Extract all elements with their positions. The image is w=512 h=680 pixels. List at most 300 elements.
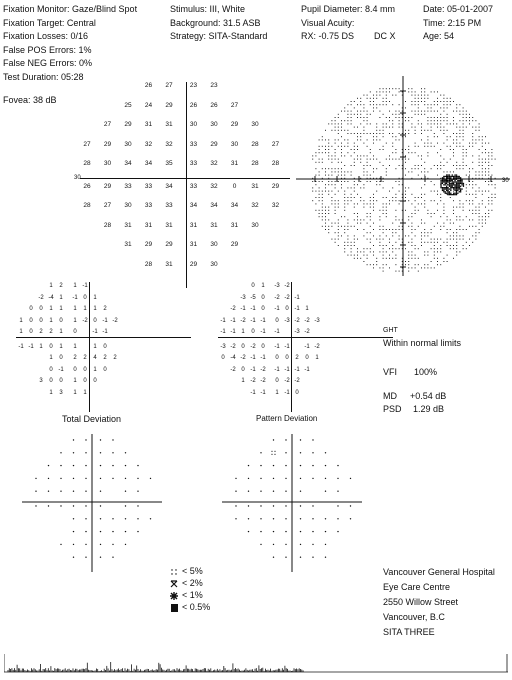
grey-dot — [341, 152, 342, 153]
prob-dot — [137, 478, 138, 479]
grey-dot — [312, 159, 313, 160]
grey-dot — [363, 104, 364, 105]
grid-value: 29 — [230, 121, 239, 128]
grey-dot — [440, 239, 441, 240]
grey-dot — [363, 107, 364, 108]
grey-dot — [373, 159, 374, 160]
grey-dot — [322, 136, 323, 137]
prob-dot — [85, 505, 86, 506]
grey-dot — [437, 127, 438, 128]
grey-dot — [325, 152, 326, 153]
grey-dot — [354, 255, 355, 256]
grey-dot — [491, 200, 492, 201]
grey-dot — [379, 117, 380, 118]
grey-dot — [344, 232, 345, 233]
grey-dot — [399, 114, 400, 115]
grey-dot — [418, 175, 419, 176]
blind-spot-dot — [461, 183, 462, 184]
grey-dot — [354, 239, 355, 240]
blind-spot-dot — [456, 187, 457, 188]
grid-value: 0 — [221, 355, 225, 361]
grey-dot — [415, 267, 416, 268]
blind-spot-dot — [456, 181, 457, 182]
header-col2 — [170, 3, 267, 44]
grey-dot — [341, 235, 342, 236]
grey-dot — [405, 168, 406, 169]
greyscale-dots — [312, 88, 495, 271]
grid-value: -1 — [294, 366, 300, 373]
grey-dot — [351, 175, 352, 176]
grey-dot — [485, 171, 486, 172]
grey-dot — [427, 267, 428, 268]
grey-dot — [360, 101, 361, 102]
prob-dot — [73, 544, 74, 545]
prob-dot — [350, 505, 351, 506]
grey-dot — [367, 117, 368, 118]
grey-dot — [440, 248, 441, 249]
prob-dot — [85, 452, 86, 453]
prob-dot — [325, 452, 326, 453]
grey-dot — [351, 123, 352, 124]
grey-dot — [437, 143, 438, 144]
grey-dot — [437, 248, 438, 249]
grid-value: 0 — [261, 306, 265, 312]
grey-dot — [479, 175, 480, 176]
grey-dot — [347, 114, 348, 115]
blind-spot-dot — [457, 190, 458, 191]
grey-dot — [373, 136, 374, 137]
grey-dot — [319, 152, 320, 153]
grid-value: 23 — [189, 82, 198, 89]
grey-dot — [456, 229, 457, 230]
grey-dot — [450, 101, 451, 102]
grey-dot — [363, 171, 364, 172]
grid-value: 33 — [189, 182, 198, 190]
grey-dot — [395, 88, 396, 89]
grey-dot — [424, 91, 425, 92]
grey-dot — [335, 139, 336, 140]
grey-dot — [335, 181, 336, 182]
blind-spot-dot — [450, 193, 451, 194]
grey-dot — [431, 213, 432, 214]
grey-dot — [440, 101, 441, 102]
grey-dot — [427, 171, 428, 172]
blind-spot-dot — [453, 177, 454, 178]
grey-dot — [408, 242, 409, 243]
grey-dot — [411, 111, 412, 112]
grey-dot — [399, 159, 400, 160]
blind-spot-dot — [457, 181, 458, 182]
grey-dot — [357, 219, 358, 220]
grey-dot — [440, 107, 441, 108]
blind-spot-dot — [442, 180, 443, 181]
blind-spot-dot — [445, 193, 446, 194]
grey-dot — [335, 155, 336, 156]
blind-spot-dot — [443, 179, 444, 180]
prob-dot — [312, 452, 313, 453]
grey-dot — [405, 248, 406, 249]
grid-value: 1 — [49, 355, 53, 361]
grey-dot — [456, 216, 457, 217]
blind-spot-dot — [452, 186, 453, 187]
grid-value: 1 — [73, 283, 77, 289]
grey-dot — [383, 130, 384, 131]
grey-dot — [415, 101, 416, 102]
grey-dot — [463, 111, 464, 112]
prob-dot — [100, 478, 101, 479]
grey-dot — [347, 229, 348, 230]
grey-dot — [335, 223, 336, 224]
prob-dot — [260, 505, 261, 506]
grey-dot — [383, 232, 384, 233]
blind-spot-dot — [443, 187, 444, 188]
grey-dot — [373, 104, 374, 105]
grid-value: -1 — [260, 355, 266, 361]
grid-value: 31 — [124, 241, 132, 248]
ght-value: Within normal limits — [383, 338, 462, 348]
grey-dot — [392, 245, 393, 246]
grey-dot — [411, 232, 412, 233]
grey-dot — [424, 267, 425, 268]
grey-dot — [472, 235, 473, 236]
grid-value: -1 — [304, 366, 310, 373]
grey-dot — [322, 203, 323, 204]
grey-dot — [491, 203, 492, 204]
grey-dot — [341, 184, 342, 185]
grey-dot — [405, 194, 406, 195]
prob-dot — [274, 451, 275, 452]
grey-dot — [443, 120, 444, 121]
grey-dot — [488, 200, 489, 201]
prob-dot — [112, 518, 113, 519]
grey-dot — [383, 267, 384, 268]
grey-dot — [488, 168, 489, 169]
grid-value: 0 — [39, 306, 43, 312]
grey-dot — [383, 101, 384, 102]
grid-value: 26 — [144, 82, 153, 89]
fovea: Fovea: 38 dB — [3, 95, 57, 105]
address-line-5: SITA THREE — [383, 627, 435, 637]
grey-dot — [325, 223, 326, 224]
grey-dot — [485, 162, 486, 163]
grey-dot — [399, 165, 400, 166]
grey-dot — [485, 159, 486, 160]
grey-dot — [431, 168, 432, 169]
grey-dot — [347, 187, 348, 188]
grey-dot — [354, 149, 355, 150]
grey-dot — [338, 127, 339, 128]
grey-dot — [453, 213, 454, 214]
grey-dot — [408, 117, 409, 118]
grey-dot — [392, 229, 393, 230]
total-deviation-title: Total Deviation — [62, 414, 122, 424]
grey-dot — [399, 104, 400, 105]
grey-dot — [376, 139, 377, 140]
grey-dot — [315, 152, 316, 153]
grey-dot — [440, 168, 441, 169]
grey-dot — [421, 123, 422, 124]
grey-dot — [456, 107, 457, 108]
grey-dot — [341, 127, 342, 128]
prob-dot — [248, 505, 249, 506]
grey-dot — [443, 171, 444, 172]
grey-dot — [427, 143, 428, 144]
grid-value: 31 — [165, 221, 173, 229]
blind-spot-dot — [447, 194, 448, 195]
grey-dot — [479, 159, 480, 160]
grey-dot — [456, 242, 457, 243]
grey-dot — [370, 98, 371, 99]
grey-dot — [325, 146, 326, 147]
grey-dot — [370, 219, 371, 220]
grey-dot — [399, 181, 400, 182]
grey-dot — [367, 223, 368, 224]
grey-dot — [437, 203, 438, 204]
grey-dot — [472, 127, 473, 128]
grey-dot — [485, 213, 486, 214]
grey-dot — [357, 127, 358, 128]
grid-value: 31 — [210, 221, 218, 229]
blind-spot-dot — [447, 190, 448, 191]
prob-dot — [300, 557, 301, 558]
legend-label-2: < 2% — [182, 578, 203, 588]
grey-dot — [463, 162, 464, 163]
threshold-grid — [74, 82, 300, 282]
grey-dot — [325, 213, 326, 214]
grey-dot — [472, 139, 473, 140]
grid-value: 33 — [144, 202, 153, 209]
grey-dot — [389, 200, 390, 201]
grey-dot — [373, 197, 374, 198]
grey-dot — [475, 239, 476, 240]
grid-value: 32 — [210, 182, 218, 190]
grey-dot — [383, 203, 384, 204]
blind-spot-dot — [450, 177, 451, 178]
grey-dot — [328, 232, 329, 233]
grey-dot — [360, 98, 361, 99]
prob-dot — [73, 505, 74, 506]
total-deviation-grid — [16, 282, 196, 412]
grey-dot — [360, 162, 361, 163]
blind-spot-dot — [440, 181, 441, 182]
grey-dot — [424, 207, 425, 208]
grey-dot — [395, 111, 396, 112]
grey-dot — [463, 155, 464, 156]
grid-value: 33 — [124, 182, 132, 190]
grey-dot — [322, 197, 323, 198]
prob-dot — [248, 518, 249, 519]
grid-value: 1 — [93, 306, 97, 312]
grey-dot — [373, 171, 374, 172]
grey-dot — [469, 143, 470, 144]
prob-dot — [60, 491, 61, 492]
grey-dot — [415, 130, 416, 131]
grid-value: 2 — [73, 355, 77, 361]
blind-spot-dot — [446, 181, 447, 182]
prob-dot — [273, 505, 274, 506]
blind-spot-dot — [453, 184, 454, 185]
grey-dot — [386, 88, 387, 89]
grey-dot — [418, 168, 419, 169]
blind-spot-dot — [450, 187, 451, 188]
grey-dot — [351, 165, 352, 166]
grey-dot — [475, 191, 476, 192]
grey-dot — [405, 101, 406, 102]
grey-dot — [447, 216, 448, 217]
blind-spot-dot — [452, 184, 453, 185]
grey-dot — [389, 267, 390, 268]
test-duration: Test Duration: 05:28 — [3, 71, 84, 82]
grey-dot — [427, 155, 428, 156]
blind-spot-dot — [456, 183, 457, 184]
grey-dot — [447, 98, 448, 99]
grey-dot — [488, 216, 489, 217]
grey-dot — [399, 235, 400, 236]
grey-dot — [466, 175, 467, 176]
prob-dot — [325, 491, 326, 492]
grid-value: -1 — [18, 343, 24, 350]
grey-dot — [411, 101, 412, 102]
grid-value: 28 — [251, 160, 259, 167]
grey-dot — [437, 264, 438, 265]
grey-dot — [357, 114, 358, 115]
grey-dot — [408, 187, 409, 188]
grey-dot — [427, 104, 428, 105]
blind-spot-dot — [442, 177, 443, 178]
grid-value: 33 — [189, 160, 198, 167]
grey-dot — [479, 203, 480, 204]
grey-dot — [319, 216, 320, 217]
grid-value: -3 — [314, 317, 320, 324]
grey-dot — [335, 200, 336, 201]
grey-dot — [469, 203, 470, 204]
grey-dot — [315, 168, 316, 169]
grey-dot — [491, 181, 492, 182]
grid-value: 2 — [103, 306, 107, 312]
grey-dot — [437, 120, 438, 121]
grey-dot — [347, 226, 348, 227]
blind-spot — [440, 174, 464, 195]
grey-dot — [341, 155, 342, 156]
grey-dot — [424, 251, 425, 252]
grey-dot — [408, 120, 409, 121]
grey-dot — [344, 191, 345, 192]
grey-dot — [360, 223, 361, 224]
grey-dot — [447, 162, 448, 163]
grey-dot — [383, 149, 384, 150]
grey-dot — [447, 107, 448, 108]
grey-dot — [373, 95, 374, 96]
grey-dot — [479, 210, 480, 211]
grey-dot — [383, 258, 384, 259]
grid-value: 33 — [144, 182, 153, 190]
grey-dot — [459, 203, 460, 204]
grey-dot — [456, 127, 457, 128]
grey-dot — [440, 155, 441, 156]
prob-dot — [137, 531, 138, 532]
grid-value: 0 — [29, 317, 33, 324]
grey-dot — [386, 197, 387, 198]
grey-dot — [357, 136, 358, 137]
prob-dot — [125, 518, 126, 519]
grey-dot — [408, 149, 409, 150]
blind-spot-dot — [454, 187, 455, 188]
grey-dot — [395, 181, 396, 182]
grey-dot — [379, 267, 380, 268]
grey-dot — [456, 239, 457, 240]
grid-value: 1 — [83, 306, 87, 312]
grey-dot — [363, 184, 364, 185]
grey-dot — [469, 226, 470, 227]
grid-value: 0 — [83, 378, 87, 384]
grey-dot — [328, 229, 329, 230]
grey-dot — [472, 117, 473, 118]
grey-dot — [319, 187, 320, 188]
grid-value: 0 — [83, 366, 87, 373]
grey-dot — [434, 255, 435, 256]
grey-dot — [351, 226, 352, 227]
grey-dot — [331, 171, 332, 172]
grid-value: 1 — [59, 306, 63, 312]
grey-dot — [379, 239, 380, 240]
blind-spot-dot — [457, 180, 458, 181]
grey-dot — [379, 226, 380, 227]
grey-dot — [431, 216, 432, 217]
legend-label-1: < 1% — [182, 590, 203, 600]
grey-dot — [418, 210, 419, 211]
grey-dot — [335, 232, 336, 233]
grid-value: 27 — [165, 82, 173, 89]
grey-dot — [373, 98, 374, 99]
grey-dot — [354, 114, 355, 115]
grey-dot — [312, 200, 313, 201]
grey-dot — [386, 159, 387, 160]
prob-dot — [350, 518, 351, 519]
grey-dot — [389, 239, 390, 240]
grey-dot — [485, 207, 486, 208]
grey-dot — [472, 146, 473, 147]
grey-dot — [488, 213, 489, 214]
grid-value: -2 — [284, 294, 290, 301]
grey-dot — [312, 155, 313, 156]
grey-dot — [367, 203, 368, 204]
grey-dot — [488, 171, 489, 172]
blind-spot-dot — [453, 179, 454, 180]
grey-dot — [328, 155, 329, 156]
blind-spot-dot — [452, 176, 453, 177]
blind-spot-dot — [447, 193, 448, 194]
grey-dot — [475, 130, 476, 131]
prob-dot — [300, 439, 301, 440]
blind-spot-dot — [452, 179, 453, 180]
blind-spot-dot — [450, 190, 451, 191]
blind-spot-dot — [461, 180, 462, 181]
grid-value: 2 — [103, 355, 107, 361]
grey-dot — [453, 207, 454, 208]
grey-dot — [383, 181, 384, 182]
grey-dot — [440, 197, 441, 198]
grey-dot — [447, 136, 448, 137]
blind-spot-dot — [454, 176, 455, 177]
blind-spot-dot — [454, 177, 455, 178]
grid-value: 1 — [59, 329, 63, 335]
grey-dot — [367, 216, 368, 217]
grey-dot — [331, 162, 332, 163]
grey-dot — [411, 223, 412, 224]
grey-dot — [399, 91, 400, 92]
header-col1 — [3, 3, 137, 84]
grey-dot — [434, 226, 435, 227]
